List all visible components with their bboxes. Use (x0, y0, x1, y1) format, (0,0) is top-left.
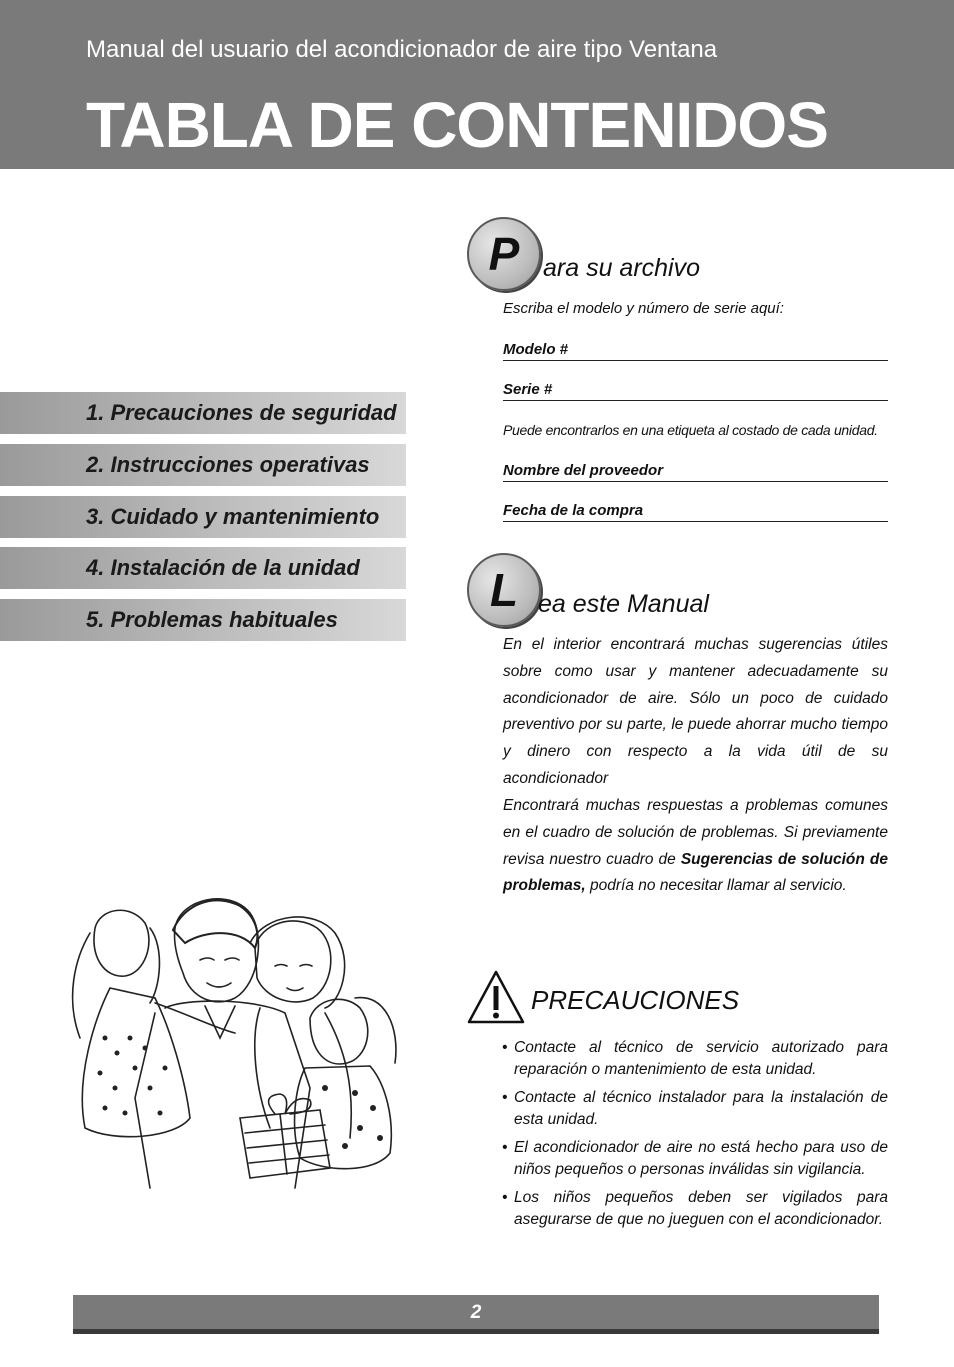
toc-item-label: 5. Problemas habituales (86, 607, 338, 632)
page-footer (73, 1295, 879, 1329)
section-initial: P (488, 228, 520, 280)
manual-paragraph-2: Encontrará muchas respuestas a problemas comunes en el cuadro de solución de problemas. Si previamente revisa nuestro cuadro de Sugerencias de solución de problemas, podría no necesitar llamar al servicio. (503, 797, 888, 895)
section-initial-badge-l (467, 553, 541, 627)
header-banner (0, 0, 954, 169)
manual-subtitle: Manual del usuario del acondicionador de aire tipo Ventana (86, 36, 718, 63)
warning-icon (466, 969, 526, 1025)
purchase-date-field: Fecha de la compra (503, 502, 888, 522)
section-initial: L (489, 564, 519, 616)
toc-item-1[interactable] (0, 392, 406, 434)
toc-item-label: 4. Instalación de la unidad (86, 555, 360, 580)
list-item: • Los niños pequeños deben ser vigilados para asegurarse de que no jueguen con el acondicionador. (502, 1187, 888, 1230)
model-field: Modelo # (503, 341, 888, 361)
vendor-field: Nombre del proveedor (503, 462, 888, 482)
serial-field: Serie # (503, 381, 888, 401)
manual-paragraph-1: En el interior encontrará muchas sugerencias útiles sobre como usar y mantener adecuadamente su acondicionador de aire. Sólo un poco de cuidado preventivo por su parte, le puede ahorrar mucho tiempo y dinero con respecto a la vida útil de su acondicionador (503, 636, 888, 787)
list-item: • Contacte al técnico de servicio autorizado para reparación o mantenimiento de esta unidad. (502, 1037, 888, 1080)
section-title-manual: ea este Manual (538, 590, 709, 618)
page-title: TABLA DE CONTENIDOS (86, 89, 828, 161)
precautions-list (502, 1037, 888, 1237)
troubleshooting-reference: Sugerencias de solución de problemas, (503, 850, 888, 895)
toc-item-label: 3. Cuidado y mantenimiento (86, 504, 380, 529)
toc-item-5[interactable] (0, 599, 406, 641)
toc-item-4[interactable] (0, 547, 406, 589)
precautions-title: PRECAUCIONES (531, 985, 740, 1015)
list-item: • Contacte al técnico instalador para la instalación de esta unidad. (502, 1087, 888, 1130)
toc-item-label: 1. Precauciones de seguridad (86, 400, 397, 425)
label-location-note: Puede encontrarlos en una etiqueta al costado de cada unidad. (503, 422, 878, 438)
record-instruction: Escriba el modelo y número de serie aquí: (503, 300, 784, 317)
toc-item-3[interactable] (0, 496, 406, 538)
page-number: 2 (470, 1302, 482, 1323)
family-illustration (55, 888, 405, 1193)
section-initial-badge-p (467, 217, 541, 291)
list-item: • El acondicionador de aire no está hecho para uso de niños pequeños o personas inválidas sin vigilancia. (502, 1137, 888, 1180)
toc-item-label: 2. Instrucciones operativas (86, 452, 370, 477)
toc-item-2[interactable] (0, 444, 406, 486)
section-title-archivo: ara su archivo (543, 254, 701, 282)
footer-divider (73, 1329, 879, 1334)
